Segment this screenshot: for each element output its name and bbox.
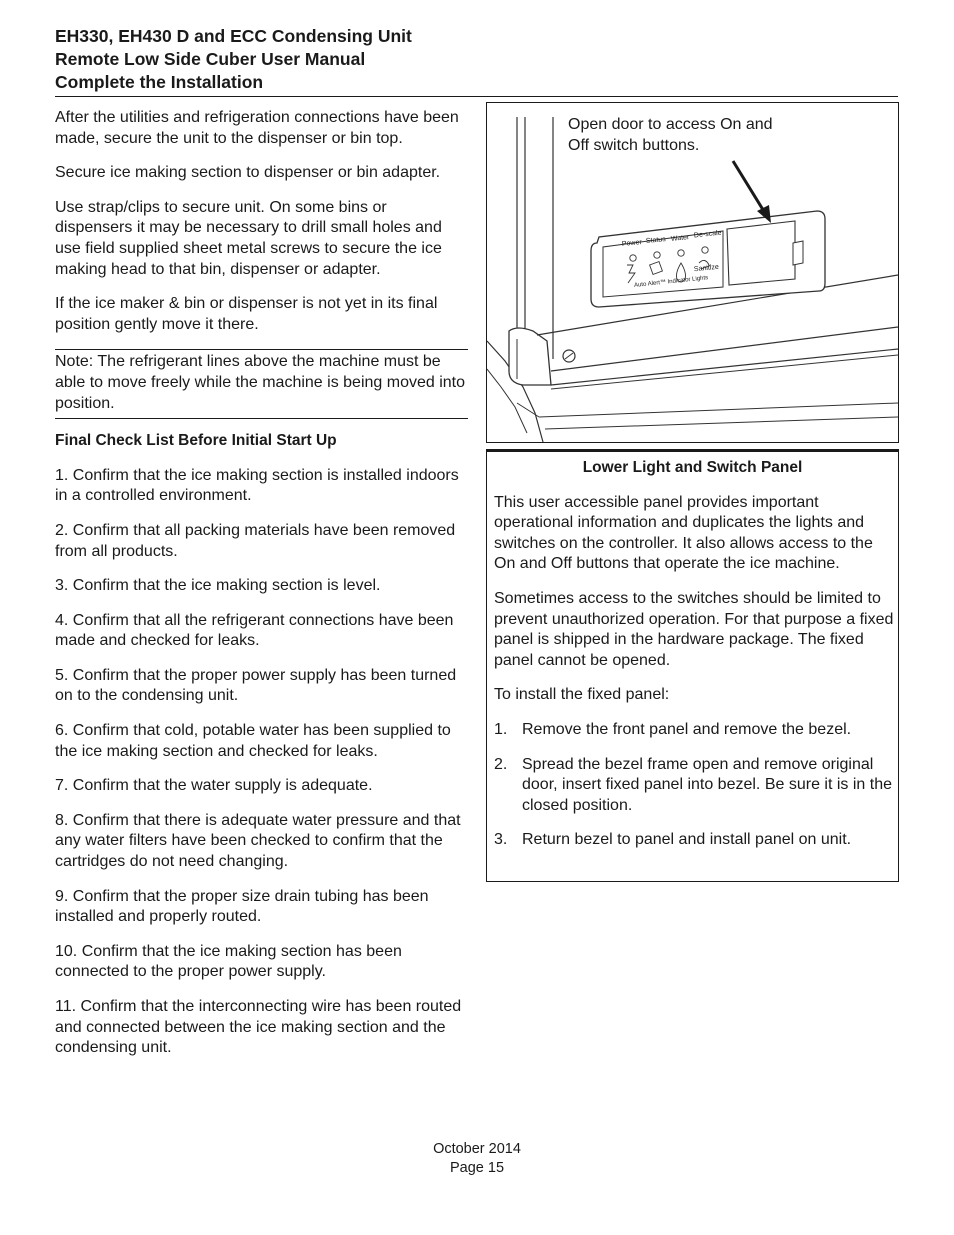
water-label: Water [670,234,690,243]
list-item [494,830,894,851]
paragraph: Use strap/clips to secure unit. On some bins or dispensers it may be necessary to drill small holes and use field supplied sheet metal screws to secure the ice making head to that bin, dispenser or adapter. [55,198,442,278]
checklist-item: 7. Confirm that the water supply is adequate. [55,777,373,795]
panel-paragraph: This user accessible panel provides important operational information and duplicates the lights and switches on the controller. It also allows access to the On and Off buttons that operate the ice machine. [494,493,873,573]
checklist-title: Final Check List Before Initial Start Up [55,432,337,450]
step-text: Remove the front panel and remove the bezel. [522,720,852,738]
section-title: Complete the Installation [55,71,898,97]
checklist-item: 11. Confirm that the interconnecting wire has been routed and connected between the ice making section and the condensing unit. [55,998,462,1057]
checklist-item: 3. Confirm that the ice making section is level. [55,577,381,595]
manual-subtitle: Remote Low Side Cuber User Manual [55,49,366,69]
power-label: Power [621,238,643,249]
checklist-item: 1. Confirm that the ice making section is installed indoors in a controlled environment. [55,466,459,505]
note-text: Note: The refrigerant lines above the machine must be able to move freely while the machine is being moved into position. [55,353,465,412]
footer-date: October 2014 [433,1141,521,1157]
checklist-item: 4. Confirm that all the refrigerant connections have been made and checked for leaks. [55,611,454,650]
step-text: Spread the bezel frame open and remove original door, insert fixed panel into bezel. Be sure it is in the closed position. [522,755,892,814]
page-footer [0,1140,954,1178]
panel-paragraph: Sometimes access to the switches should be limited to prevent unauthorized operation. For that purpose a fixed panel is shipped in the hardware package. The fixed panel cannot be opened. [494,589,894,669]
checklist-item: 9. Confirm that the proper size drain tubing has been installed and properly routed. [55,887,429,926]
panel-title: Lower Light and Switch Panel [582,459,803,476]
checklist-item: 2. Confirm that all packing materials have been removed from all products. [55,521,456,560]
figure-caption: Open door to access On and Off switch buttons. [568,116,773,154]
manual-title: EH330, EH430 D and ECC Condensing Unit [55,26,412,46]
list-item [494,720,894,741]
status-label: Status [645,235,667,246]
switch-panel-box [486,449,899,882]
panel-paragraph: To install the fixed panel: [494,686,670,704]
paragraph: Secure ice making section to dispenser or bin adapter. [55,164,441,182]
checklist-item: 5. Confirm that the proper power supply has been turned on to the condensing unit. [55,666,457,705]
list-item [494,755,894,817]
checklist-item: 6. Confirm that cold, potable water has been supplied to the ice making section and checked for leaks. [55,722,451,760]
checklist-item: 10. Confirm that the ice making section has been connected to the proper power supply. [55,942,402,981]
paragraph: If the ice maker & bin or dispenser is not yet in its final position gently move it there. [55,295,438,333]
page-header [55,25,898,97]
step-number: 2. [494,755,508,773]
paragraph: After the utilities and refrigeration connections have been made, secure the unit to the dispenser or bin top. [55,109,459,147]
install-steps [494,720,894,851]
descale-label: De-scale [693,229,722,240]
page-number: Page 15 [449,1160,505,1176]
step-number: 3. [494,831,508,849]
checklist-item: 8. Confirm that there is adequate water pressure and that any water filters have been checked to confirm that the cartridges do not need changing. [55,811,461,871]
step-text: Return bezel to panel and install panel on unit. [522,831,852,849]
step-number: 1. [494,720,508,738]
sanitize-label: Sanitize [693,263,720,274]
left-column [55,108,468,1073]
auto-alert-label: Auto Alert™ Indicator Lights [633,275,709,289]
switch-panel-figure [486,102,899,443]
note-box [55,349,468,419]
